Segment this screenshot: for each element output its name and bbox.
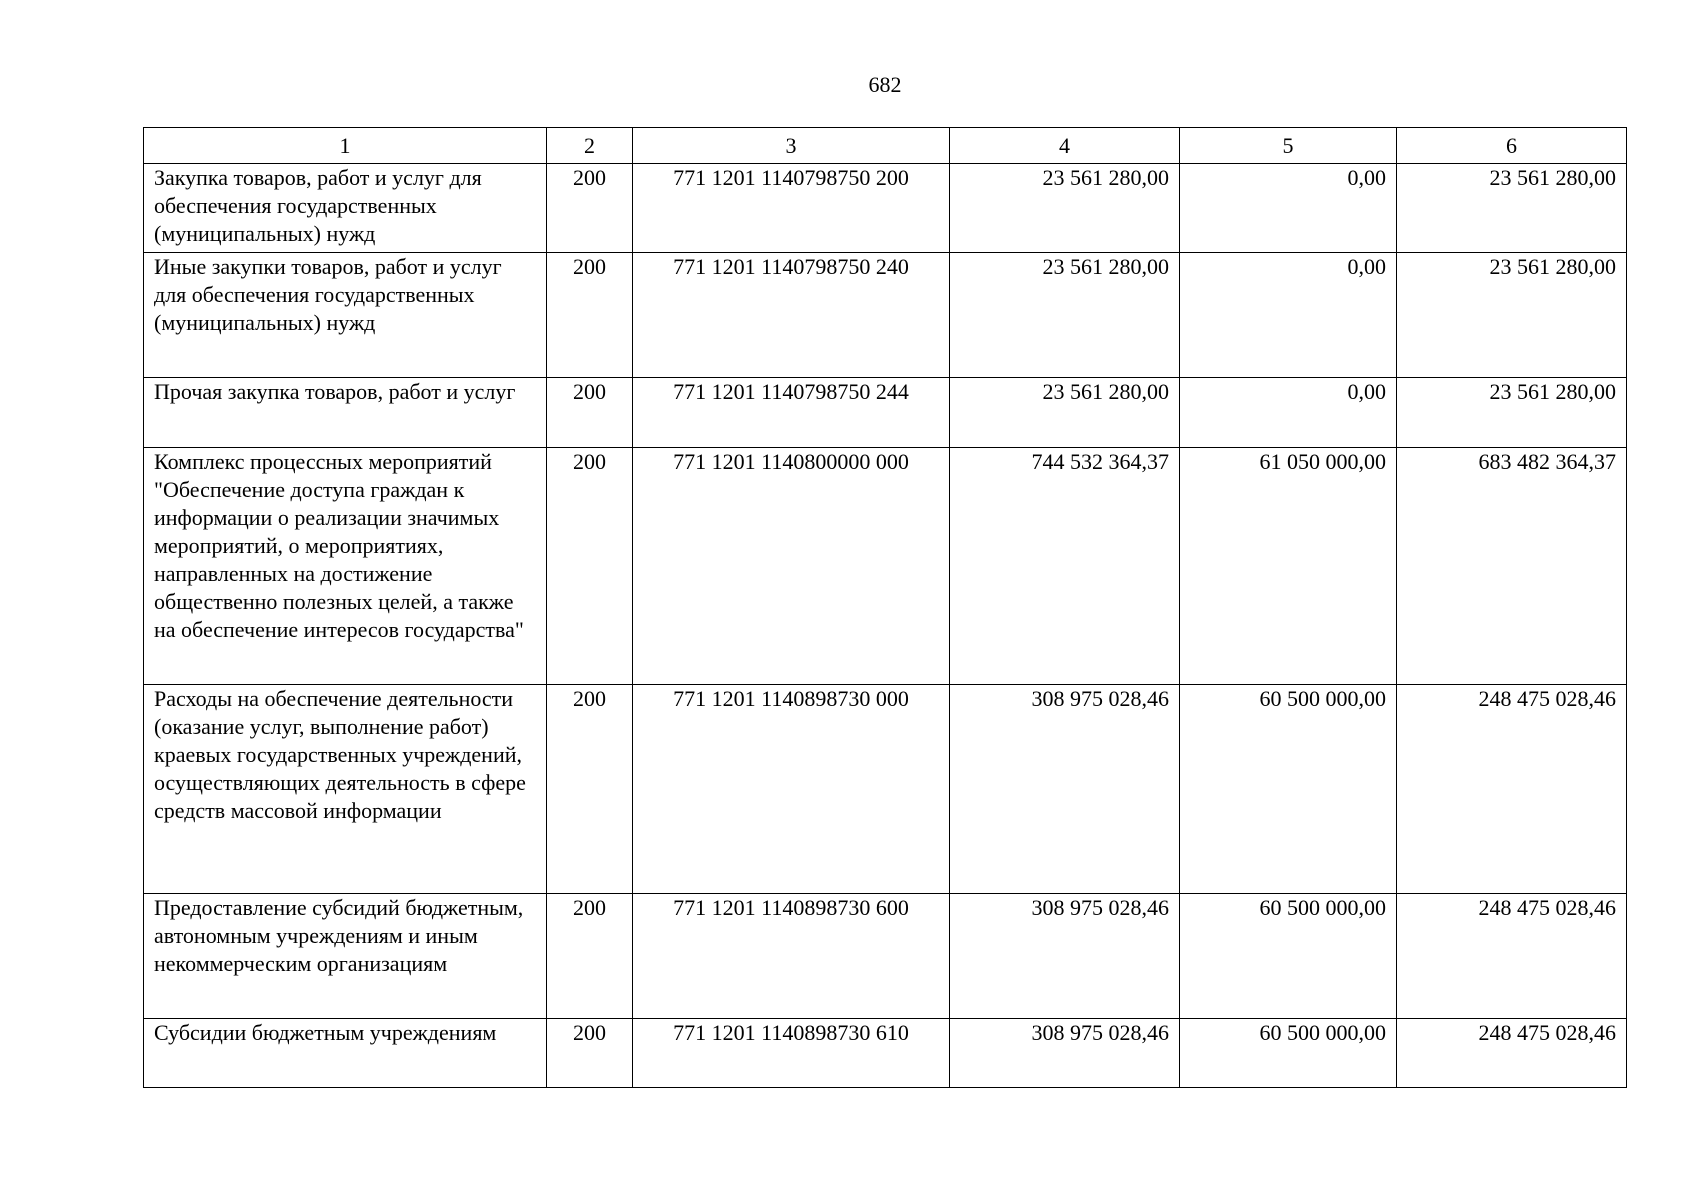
row-amount-col6: 23 561 280,00 (1397, 164, 1627, 253)
row-amount-col5: 61 050 000,00 (1180, 448, 1397, 685)
header-col-6: 6 (1397, 128, 1627, 164)
row-name: Закупка товаров, работ и услуг для обеспечения государственных (муниципальных) нужд (144, 164, 547, 253)
row-amount-col4: 744 532 364,37 (950, 448, 1180, 685)
row-name: Субсидии бюджетным учреждениям (144, 1019, 547, 1088)
table-row (144, 1019, 1627, 1088)
row-amount-col5: 60 500 000,00 (1180, 1019, 1397, 1088)
page-number: 682 (868, 72, 902, 97)
row-amount-col4: 308 975 028,46 (950, 685, 1180, 894)
row-classifier: 771 1201 1140800000 000 (633, 448, 950, 685)
row-code: 200 (547, 253, 633, 378)
row-code: 200 (547, 685, 633, 894)
row-amount-col5: 60 500 000,00 (1180, 685, 1397, 894)
row-amount-col6: 248 475 028,46 (1397, 894, 1627, 1019)
header-col-5: 5 (1180, 128, 1397, 164)
row-code: 200 (547, 1019, 633, 1088)
header-col-2: 2 (547, 128, 633, 164)
row-amount-col5: 60 500 000,00 (1180, 894, 1397, 1019)
table-row (144, 894, 1627, 1019)
table-row (144, 378, 1627, 448)
row-classifier: 771 1201 1140798750 244 (633, 378, 950, 448)
row-amount-col4: 23 561 280,00 (950, 253, 1180, 378)
row-amount-col5: 0,00 (1180, 164, 1397, 253)
table-row (144, 685, 1627, 894)
row-amount-col6: 683 482 364,37 (1397, 448, 1627, 685)
row-name: Расходы на обеспечение деятельности (оказание услуг, выполнение работ) краевых государственных учреждений, осуществляющих деятельность в сфере средств массовой информации (144, 685, 547, 894)
row-amount-col4: 308 975 028,46 (950, 1019, 1180, 1088)
budget-table (143, 127, 1627, 1088)
table-header-row (144, 128, 1627, 164)
row-code: 200 (547, 448, 633, 685)
row-classifier: 771 1201 1140798750 200 (633, 164, 950, 253)
row-classifier: 771 1201 1140898730 610 (633, 1019, 950, 1088)
row-amount-col6: 23 561 280,00 (1397, 378, 1627, 448)
row-classifier: 771 1201 1140898730 000 (633, 685, 950, 894)
table-row (144, 448, 1627, 685)
row-code: 200 (547, 378, 633, 448)
row-code: 200 (547, 894, 633, 1019)
header-col-4: 4 (950, 128, 1180, 164)
row-amount-col4: 308 975 028,46 (950, 894, 1180, 1019)
row-amount-col6: 23 561 280,00 (1397, 253, 1627, 378)
row-amount-col6: 248 475 028,46 (1397, 1019, 1627, 1088)
row-amount-col5: 0,00 (1180, 253, 1397, 378)
row-name: Иные закупки товаров, работ и услуг для обеспечения государственных (муниципальных) нужд (144, 253, 547, 378)
row-amount-col4: 23 561 280,00 (950, 378, 1180, 448)
row-amount-col6: 248 475 028,46 (1397, 685, 1627, 894)
row-amount-col4: 23 561 280,00 (950, 164, 1180, 253)
table-row (144, 164, 1627, 253)
header-col-3: 3 (633, 128, 950, 164)
row-name: Комплекс процессных мероприятий "Обеспечение доступа граждан к информации о реализации значимых мероприятий, о мероприятиях, направленных на достижение общественно полезных целей, а также на обеспечение интересов государства" (144, 448, 547, 685)
row-code: 200 (547, 164, 633, 253)
row-name: Прочая закупка товаров, работ и услуг (144, 378, 547, 448)
row-classifier: 771 1201 1140898730 600 (633, 894, 950, 1019)
row-name: Предоставление субсидий бюджетным, автономным учреждениям и иным некоммерческим организациям (144, 894, 547, 1019)
table-row (144, 253, 1627, 378)
header-col-1: 1 (144, 128, 547, 164)
row-amount-col5: 0,00 (1180, 378, 1397, 448)
row-classifier: 771 1201 1140798750 240 (633, 253, 950, 378)
